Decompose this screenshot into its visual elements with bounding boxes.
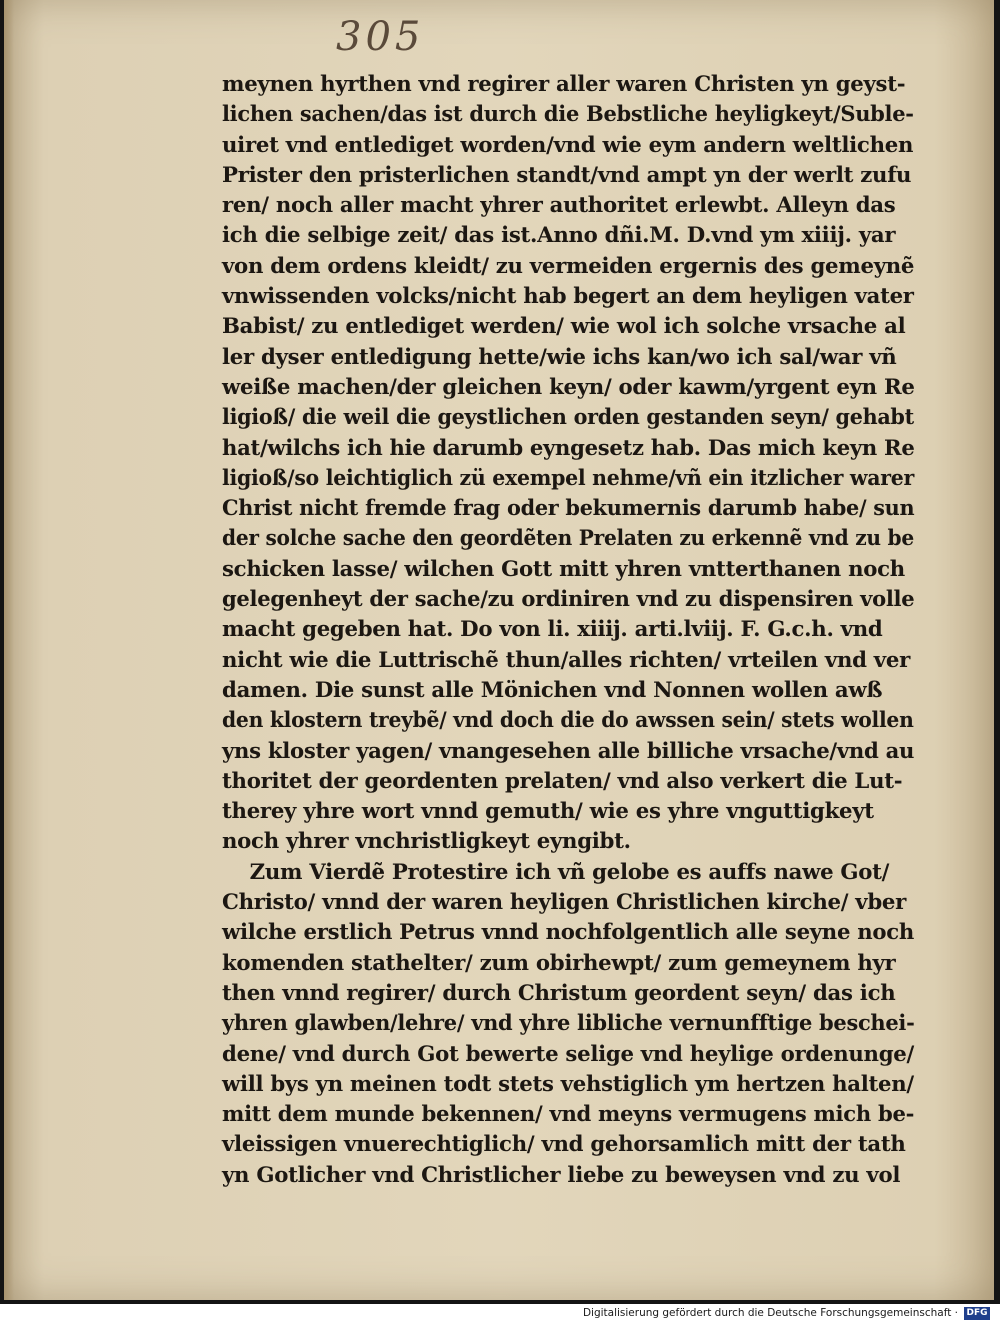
text-line: Babist/ zu entlediget werden/ wie wol ich solche vrsache al	[222, 314, 906, 340]
text-line: gelegenheyt der sache/zu ordiniren vnd zu dispensiren volle	[222, 587, 915, 613]
text-line: macht gegeben hat. Do von li. xiiij. arti.lviij. F. G.c.h. vnd	[222, 617, 883, 643]
text-line: will bys yn meinen todt stets vehstiglich ym hertzen halten/	[222, 1071, 914, 1097]
text-line: ligioß/ die weil die geystlichen orden gestanden seyn/ gehabt	[222, 405, 914, 431]
text-line: yns kloster yagen/ vnangesehen alle billiche vrsache/vnd au	[222, 738, 915, 764]
text-line: then vnnd regirer/ durch Christum geordent seyn/ das ich	[222, 980, 896, 1006]
text-line: vnwissenden volcks/nicht hab begert an dem heyligen vater	[222, 284, 914, 310]
text-line: komenden stathelter/ zum obirhewpt/ zum gemeynem hyr	[222, 950, 896, 976]
text-line: der solche sache den geordẽten Prelaten zu erkennẽ vnd zu be	[222, 526, 914, 552]
text-line: von dem ordens kleidt/ zu vermeiden ergernis des gemeynẽ	[222, 253, 915, 279]
text-line: ligioß/so leichtiglich zü exempel nehme/vñ ein itzlicher warer	[222, 465, 914, 491]
page-gutter-shadow	[4, 0, 14, 1300]
funding-credit: Digitalisierung gefördert durch die Deutsche Forschungsgemeinschaft ·	[582, 1307, 958, 1319]
text-line: damen. Die sunst alle Mönichen vnd Nonnen wollen awß	[222, 677, 883, 703]
text-line: therey yhre wort vnnd gemuth/ wie es yhre vnguttigkeyt	[222, 799, 874, 825]
text-line: Christ nicht fremde frag oder bekumernis darumb habe/ sun	[222, 496, 915, 522]
text-line: vleissigen vnuerechtiglich/ vnd gehorsamlich mitt der tath	[222, 1132, 906, 1158]
text-line: ich die selbige zeit/ das ist.Anno dñi.M. D.vnd ym xiiij. yar	[222, 223, 896, 249]
text-line: schicken lasse/ wilchen Gott mitt yhren vntterthanen noch	[222, 556, 905, 582]
text-line: noch yhrer vnchristligkeyt eyngibt.	[222, 829, 631, 855]
text-line: wilche erstlich Petrus vnnd nochfolgentlich alle seyne noch	[222, 920, 914, 946]
text-line: thoritet der geordenten prelaten/ vnd also verkert die Lut-	[222, 768, 903, 794]
text-line: ren/ noch aller macht yhrer authoritet erlewbt. Alleyn das	[222, 193, 896, 219]
text-line: Christo/ vnnd der waren heyligen Christlichen kirche/ vber	[222, 890, 907, 916]
text-line: meynen hyrthen vnd regirer aller waren Christen yn geyst-	[222, 72, 906, 97]
text-line: weiße machen/der gleichen keyn/ oder kawm/yrgent eyn Re	[222, 374, 915, 400]
blackletter-text-block	[222, 70, 922, 1191]
text-line: nicht wie die Luttrischẽ thun/alles richten/ vrteilen vnd ver	[222, 647, 911, 673]
handwritten-folio-number: 305	[336, 14, 425, 60]
text-line: mitt dem munde bekennen/ vnd meyns vermugens mich be-	[222, 1102, 915, 1128]
dfg-logo: DFG	[964, 1307, 990, 1320]
digitization-footer	[0, 1304, 1000, 1324]
text-line: yn Gotlicher vnd Christlicher liebe zu beweysen vnd zu vol	[222, 1162, 901, 1188]
text-line: uiret vnd entlediget worden/vnd wie eym andern weltlichen	[222, 132, 914, 158]
text-line: dene/ vnd durch Got bewerte selige vnd heylige ordenunge/	[222, 1041, 914, 1067]
text-line: ler dyser entledigung hette/wie ichs kan/wo ich sal/war vñ	[222, 344, 897, 370]
text-line: lichen sachen/das ist durch die Bebstliche heyligkeyt/Suble-	[222, 102, 914, 128]
text-line: den klostern treybẽ/ vnd doch die do awssen sein/ stets wollen	[222, 708, 914, 734]
text-line: Prister den pristerlichen standt/vnd ampt yn der werlt zufu	[222, 162, 912, 188]
text-line: Zum Vierdẽ Protestire ich vñ gelobe es auffs nawe Got/	[249, 859, 890, 885]
text-line: yhren glawben/lehre/ vnd yhre libliche vernunfftige beschei-	[222, 1011, 915, 1037]
book-page	[4, 0, 994, 1300]
text-line: hat/wilchs ich hie darumb eyngesetz hab. Das mich keyn Re	[222, 435, 915, 461]
